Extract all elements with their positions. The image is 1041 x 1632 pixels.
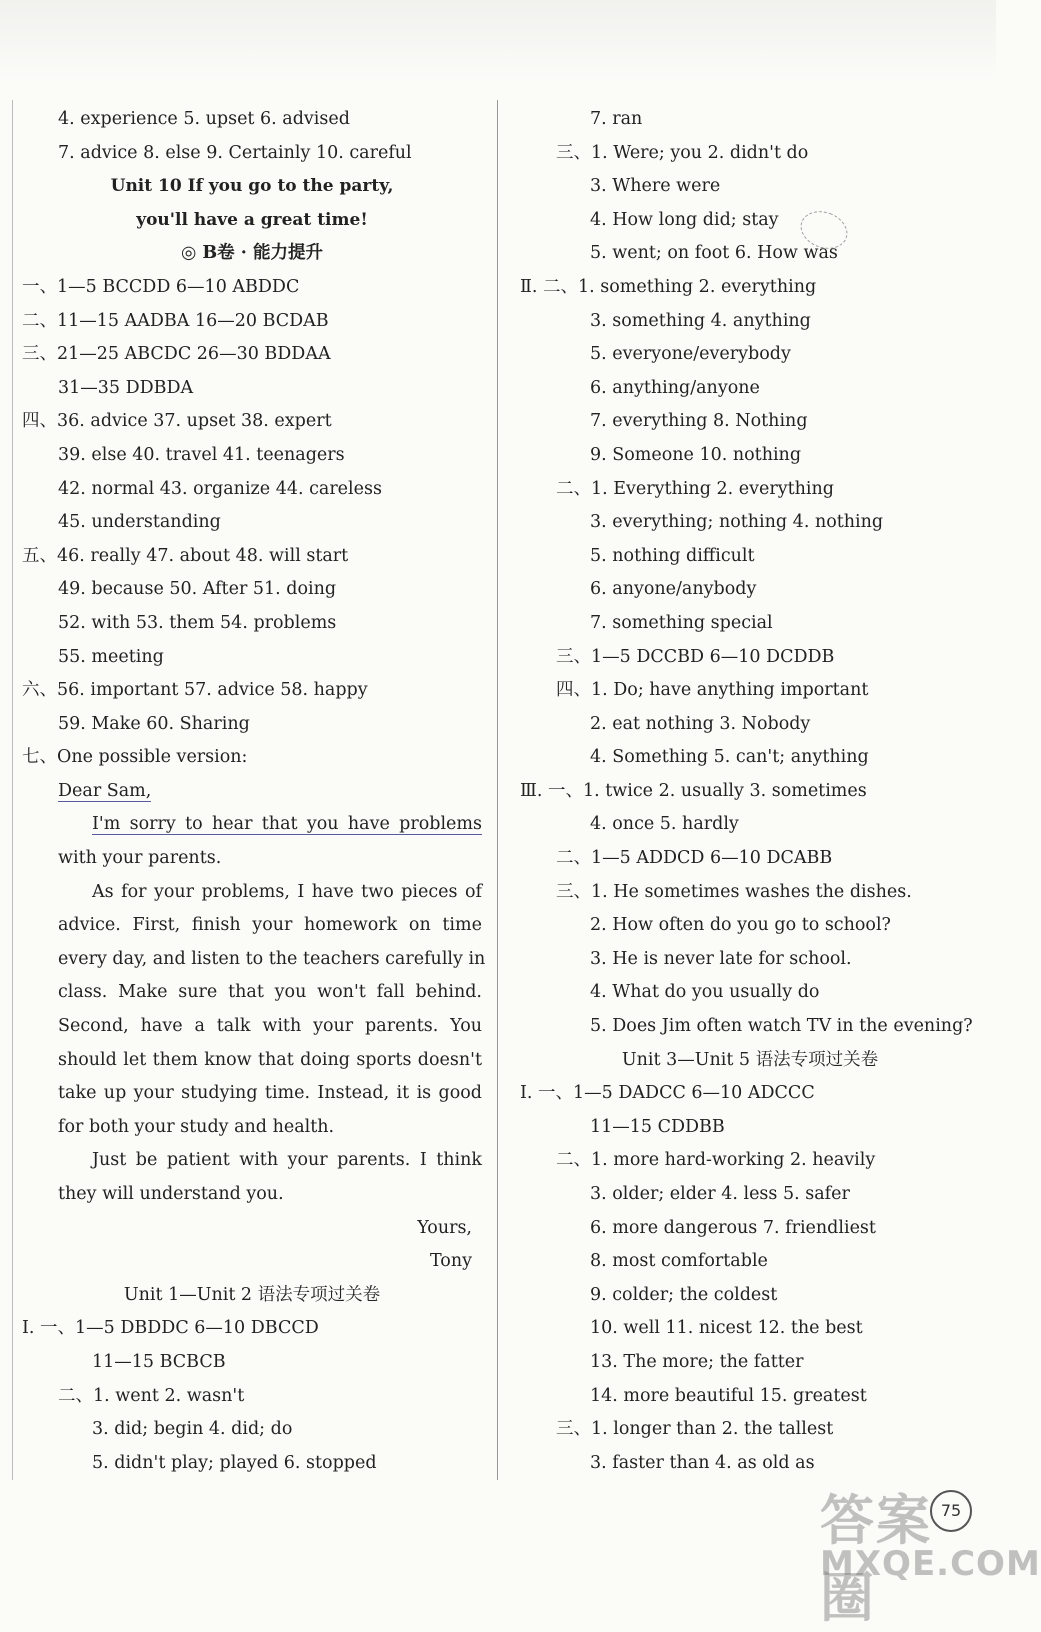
left-line: 45. understanding (58, 512, 221, 533)
right-line: 9. colder; the coldest (590, 1284, 778, 1305)
left-line (22, 775, 482, 809)
right-line: 4. How long did; stay (590, 209, 779, 230)
left-line: 5. didn't play; played 6. stopped (92, 1452, 377, 1473)
left-line: Tony (429, 1251, 472, 1272)
left-line (22, 808, 482, 842)
left-line: 39. else 40. travel 41. teenagers (58, 444, 345, 465)
right-line: 10. well 11. nicest 12. the best (590, 1318, 863, 1339)
left-line: with your parents. (58, 848, 222, 869)
right-line: 14. more beautiful 15. greatest (590, 1385, 867, 1406)
right-line: 3. everything; nothing 4. nothing (590, 512, 884, 533)
left-line: you'll have a great time! (136, 209, 368, 230)
right-line: 5. Does Jim often watch TV in the evening? (590, 1016, 973, 1037)
right-line: 6. more dangerous 7. friendliest (590, 1217, 876, 1238)
right-line: 4. once 5. hardly (590, 814, 739, 835)
left-line: they will understand you. (58, 1184, 284, 1204)
right-line: 6. anyone/anybody (590, 579, 757, 600)
right-line: 四、1. Do; have anything important (556, 680, 869, 701)
right-line: 三、1—5 DCCBD 6—10 DCDDB (556, 646, 835, 667)
watermark-text-url: MXQE.COM (820, 1544, 1041, 1584)
left-line: 52. with 53. them 54. problems (58, 612, 337, 633)
left-line: Unit 1—Unit 2 语法专项过关卷 (123, 1284, 381, 1305)
left-line: 55. meeting (58, 646, 164, 667)
left-line: As for your problems, I have two pieces of (92, 881, 482, 902)
page-number: 75 (930, 1490, 972, 1532)
left-line: 4. experience 5. upset 6. advised (58, 109, 350, 129)
left-line: Ⅰ. 一、1—5 DBDDC 6—10 DBCCD (22, 1318, 319, 1339)
right-line: 5. nothing difficult (590, 545, 755, 566)
left-line: 11—15 BCBCB (92, 1351, 226, 1372)
scan-top-shadow (0, 0, 996, 80)
right-line: 7. ran (590, 109, 643, 129)
underlined-text: I'm sorry to hear that you have problems (92, 814, 482, 835)
right-line: Ⅲ. 一、1. twice 2. usually 3. sometimes (520, 780, 867, 801)
left-line: Second, have a talk with your parents. You (58, 1016, 482, 1037)
watermark-text-cn: 答案圈 (820, 1489, 932, 1629)
right-line: Ⅱ. 二、1. something 2. everything (520, 276, 817, 297)
right-line: 3. something 4. anything (590, 310, 811, 331)
left-line: 一、1—5 BCCDD 6—10 ABDDC (22, 276, 300, 297)
right-line: 9. Someone 10. nothing (590, 444, 802, 465)
left-line: 三、21—25 ABCDC 26—30 BDDAA (22, 344, 331, 365)
right-line: 3. older; elder 4. less 5. safer (590, 1184, 850, 1204)
right-line: 三、1. longer than 2. the tallest (556, 1419, 834, 1440)
right-column (520, 103, 980, 1480)
left-line: 3. did; begin 4. did; do (92, 1419, 293, 1440)
left-line: 59. Make 60. Sharing (58, 713, 250, 734)
left-line: 42. normal 43. organize 44. careless (58, 478, 382, 499)
right-line: 2. eat nothing 3. Nobody (590, 713, 811, 734)
right-line: 3. faster than 4. as old as (590, 1452, 815, 1473)
underlined-text: Dear Sam, (58, 780, 152, 801)
right-line: 5. went; on foot 6. How was (590, 243, 838, 264)
left-line: 六、56. important 57. advice 58. happy (22, 680, 368, 701)
left-line: 31—35 DDBDA (58, 377, 194, 398)
left-line: class. Make sure that you won't fall behind. (58, 982, 482, 1003)
right-line: 4. Something 5. can't; anything (590, 747, 869, 768)
left-line: take up your studying time. Instead, it is good (58, 1083, 482, 1104)
left-line: 四、36. advice 37. upset 38. expert (22, 411, 332, 432)
right-line: 5. everyone/everybody (590, 344, 791, 365)
left-line: for both your study and health. (58, 1116, 335, 1137)
left-line: Just be patient with your parents. I think (92, 1150, 482, 1171)
left-line: 五、46. really 47. about 48. will start (22, 545, 349, 566)
right-line: Ⅰ. 一、1—5 DADCC 6—10 ADCCC (520, 1083, 815, 1104)
right-line: 7. something special (590, 612, 773, 633)
right-line: 3. He is never late for school. (590, 948, 852, 969)
right-line: 11—15 CDDBB (590, 1116, 725, 1137)
left-line: ◎ B卷 · 能力提升 (181, 243, 323, 264)
right-line: 二、1. Everything 2. everything (556, 478, 834, 499)
right-line: 8. most comfortable (590, 1251, 768, 1272)
right-line: 6. anything/anyone (590, 377, 760, 398)
left-line: 二、1. went 2. wasn't (58, 1385, 245, 1406)
right-line: 二、1. more hard-working 2. heavily (556, 1150, 876, 1171)
left-line: Unit 10 If you go to the party, (110, 176, 394, 197)
right-line: 二、1—5 ADDCD 6—10 DCABB (556, 848, 833, 869)
left-line: 7. advice 8. else 9. Certainly 10. careful (58, 142, 412, 163)
right-line: 2. How often do you go to school? (590, 915, 891, 936)
right-line: Unit 3—Unit 5 语法专项过关卷 (621, 1049, 879, 1070)
right-line: 7. everything 8. Nothing (590, 411, 808, 432)
left-line: every day, and listen to the teachers carefully in (58, 948, 486, 969)
right-line: 三、1. Were; you 2. didn't do (556, 142, 809, 163)
column-divider (497, 100, 498, 1480)
right-line: 3. Where were (590, 176, 721, 197)
right-line: 4. What do you usually do (590, 982, 820, 1003)
right-line: 13. The more; the fatter (590, 1351, 804, 1372)
left-line: advice. First, finish your homework on time (58, 915, 482, 936)
right-line: 三、1. He sometimes washes the dishes. (556, 881, 912, 902)
left-column (22, 103, 486, 1480)
left-line: 49. because 50. After 51. doing (58, 579, 337, 600)
left-line: 二、11—15 AADBA 16—20 BCDAB (22, 310, 329, 331)
left-line: should let them know that doing sports doesn't (58, 1049, 482, 1070)
left-margin-line (12, 100, 13, 1480)
left-line: Yours, (417, 1217, 472, 1238)
left-line: 七、One possible version: (22, 747, 248, 768)
